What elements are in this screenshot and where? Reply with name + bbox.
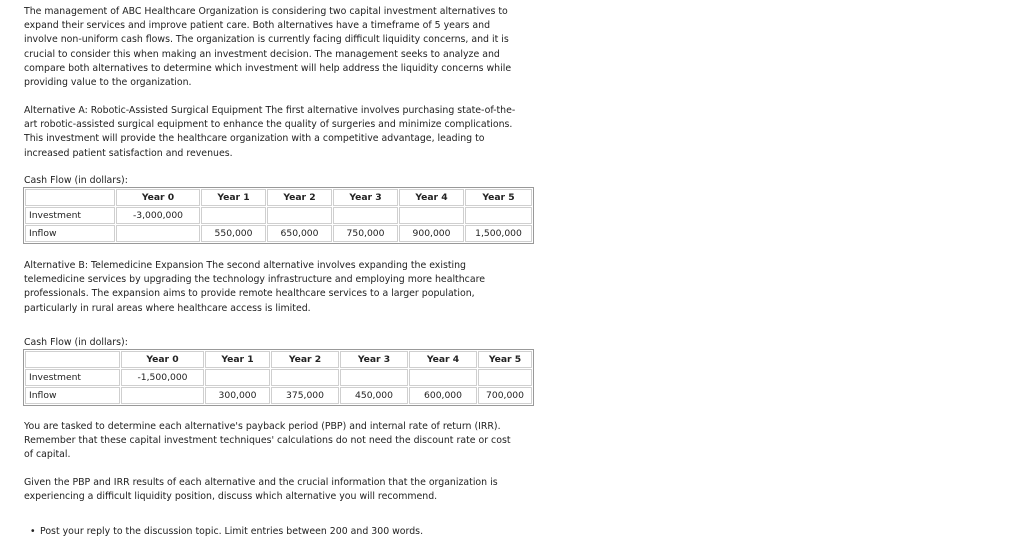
table-cell: 650,000 [267, 225, 332, 242]
table-cell: 900,000 [399, 225, 464, 242]
header-cell: Year 4 [399, 189, 464, 206]
header-cell: Year 1 [205, 351, 270, 368]
alternative-a-cash-flow-table [23, 187, 534, 244]
header-cell: Year 5 [465, 189, 532, 206]
header-cell: Year 5 [478, 351, 532, 368]
table-row [25, 387, 532, 404]
intro-paragraph: The management of ABC Healthcare Organization is considering two capital investment alternatives to expand their services and improve patient care. Both alternatives have a timeframe of 5 years and involve non-uniform cash flows. The organization is currently facing difficult liquidity concerns, and it is crucial to consider this when making an investment decision. The management seeks to analyze and compare both alternatives to determine which investment will help address the liquidity concerns while providing value to the organization. [24, 6, 512, 89]
header-cell [25, 351, 120, 368]
alternative-b-table-label: Cash Flow (in dollars): [24, 337, 128, 348]
alternative-b-cash-flow-table [23, 349, 534, 406]
header-cell: Year 0 [116, 189, 200, 206]
table-row [25, 225, 532, 242]
table-cell [271, 369, 339, 386]
table-cell [267, 207, 332, 224]
table-cell: 375,000 [271, 387, 339, 404]
table-cell [121, 387, 204, 404]
question-paragraph: Given the PBP and IRR results of each alternative and the crucial information that the organization is experiencing a difficult liquidity position, discuss which alternative you will recommend. [24, 477, 498, 503]
table-cell: -1,500,000 [121, 369, 204, 386]
table-cell: 1,500,000 [465, 225, 532, 242]
alternative-a-description: Alternative A: Robotic-Assisted Surgical Equipment The first alternative involves purchasing state-of-the-art robotic-assisted surgical equipment to enhance the quality of surgeries and minimize complications. This investment will provide the healthcare organization with a competitive advantage, leading to increased patient satisfaction and revenues. [24, 105, 516, 159]
row-label: Investment [25, 369, 120, 386]
table-cell: -3,000,000 [116, 207, 200, 224]
header-cell: Year 2 [267, 189, 332, 206]
table-cell [409, 369, 477, 386]
table-cell [399, 207, 464, 224]
table-cell: 750,000 [333, 225, 398, 242]
alternative-b-description: Alternative B: Telemedicine Expansion The second alternative involves expanding the existing telemedicine services by upgrading the technology infrastructure and employing more healthcare professionals. The expansion aims to provide remote healthcare services to a larger population, particularly in rural areas where healthcare access is limited. [24, 260, 485, 314]
table-cell: 600,000 [409, 387, 477, 404]
task-paragraph: You are tasked to determine each alternative's payback period (PBP) and internal rate of return (IRR). Remember that these capital investment techniques' calculations do not need the discount rate or cost of capital. [24, 421, 511, 461]
table-cell [201, 207, 266, 224]
table-cell [465, 207, 532, 224]
instruction-text: Post your reply to the discussion topic. Limit entries between 200 and 300 words. [40, 526, 424, 537]
header-cell: Year 3 [333, 189, 398, 206]
table-cell: 550,000 [201, 225, 266, 242]
header-cell: Year 1 [201, 189, 266, 206]
table-row [25, 369, 532, 386]
header-cell: Year 0 [121, 351, 204, 368]
header-cell [25, 189, 115, 206]
header-cell: Year 2 [271, 351, 339, 368]
bullet-icon: • [30, 526, 36, 537]
table-cell [116, 225, 200, 242]
alternative-a-table-label: Cash Flow (in dollars): [24, 175, 128, 186]
table-cell [205, 369, 270, 386]
table-cell [340, 369, 408, 386]
table-cell [478, 369, 532, 386]
table-header-row [25, 189, 532, 206]
row-label: Investment [25, 207, 115, 224]
table-cell: 700,000 [478, 387, 532, 404]
header-cell: Year 4 [409, 351, 477, 368]
header-cell: Year 3 [340, 351, 408, 368]
table-cell [333, 207, 398, 224]
table-cell: 450,000 [340, 387, 408, 404]
table-row [25, 207, 532, 224]
table-cell: 300,000 [205, 387, 270, 404]
table-header-row [25, 351, 532, 368]
row-label: Inflow [25, 225, 115, 242]
row-label: Inflow [25, 387, 120, 404]
instruction-bullet [30, 526, 423, 538]
